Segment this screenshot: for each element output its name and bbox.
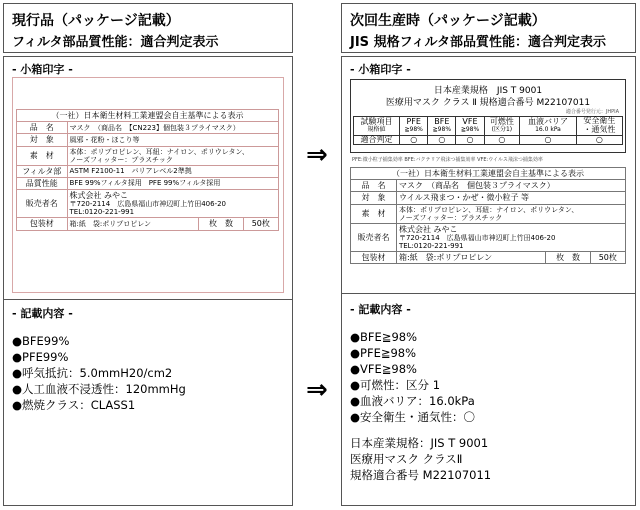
table-row: 試験項目 規格値 PFE ≧98% BFE ≧98% VFE ≧98% 可燃性 (区分1) 血液バリア 16.0 kPa 安全衛生 ・通気性 bbox=[354, 117, 623, 136]
table-row: 品 名 マスク （商品名 個包装３プライマスク） bbox=[351, 180, 626, 192]
current-label-table bbox=[16, 109, 279, 231]
list-item: ●VFE≧98% bbox=[350, 362, 417, 376]
small-box-print-title: - 小箱印字 - bbox=[12, 63, 73, 76]
table-row: 素 材 本体：ポリプロピレン、耳紐：ナイロン、ポリウレタン、 ノーズフィッター：プラスチック bbox=[351, 204, 626, 223]
next-content-list bbox=[350, 329, 475, 425]
label-header: （一社）日本衛生材料工業連盟会自主基準による表示 bbox=[17, 110, 279, 122]
arrow-icon: ⇒ bbox=[306, 140, 328, 170]
list-item: ●燃焼クラス：CLASS1 bbox=[12, 398, 136, 412]
jis-standard-box bbox=[350, 79, 626, 153]
next-product-title: 次回生産時（パッケージ記載） bbox=[350, 13, 546, 29]
section-divider bbox=[4, 299, 292, 300]
list-item: ●PFE99% bbox=[12, 350, 69, 364]
current-content-list bbox=[12, 333, 186, 413]
current-product-header bbox=[3, 3, 293, 53]
table-row: 対 象 風邪・花粉・ほこり等 bbox=[17, 134, 279, 146]
table-row: 品質性能 BFE 99%フィルタ採用 PFE 99%フィルタ採用 bbox=[17, 177, 279, 189]
current-product-panel bbox=[3, 56, 293, 506]
table-row: 適合判定 ○ ○ ○ ○ ○ ○ bbox=[354, 135, 623, 145]
table-row: 包装材 箱:紙 袋:ポリプロピレン 枚 数 50枚 bbox=[17, 218, 279, 230]
list-item: ●BFE≧98% bbox=[350, 330, 418, 344]
table-row: 素 材 本体：ポリプロピレン、耳紐：ナイロン、ポリウレタン、 ノーズフィッター：プラスチック bbox=[17, 146, 279, 165]
label-header: （一社）日本衛生材料工業連盟会自主基準による表示 bbox=[351, 168, 626, 180]
content-title: - 記載内容 - bbox=[350, 303, 411, 316]
content-title: - 記載内容 - bbox=[12, 307, 73, 320]
list-item: ●呼気抵抗：5.0mmH20/cm2 bbox=[12, 366, 173, 380]
table-row: 品 名 マスク （商品名 【CN223】個包装３プライマスク） bbox=[17, 122, 279, 134]
next-product-panel bbox=[341, 56, 636, 506]
list-item: ●BFE99% bbox=[12, 334, 70, 348]
list-item: ●安全衛生・通気性：〇 bbox=[350, 410, 476, 424]
small-box-print-title: - 小箱印字 - bbox=[350, 63, 411, 76]
table-row: 包装材 箱:紙 袋:ポリプロピレン 枚 数 50枚 bbox=[351, 251, 626, 263]
table-row: フィルタ部 ASTM F2100-11 バリアレベル2準拠 bbox=[17, 165, 279, 177]
arrow-icon: ⇒ bbox=[306, 375, 328, 405]
footer-line: 規格適合番号 M22107011 bbox=[350, 468, 492, 482]
jis-performance-table bbox=[353, 116, 623, 145]
table-row: 販売者名 株式会社 みやこ 〒720-2114 広島県福山市神辺町上竹田406-20 TEL:0120-221-991 bbox=[351, 223, 626, 251]
next-product-subtitle: JIS 規格フィルタ部品質性能：適合判定表示 bbox=[350, 35, 607, 50]
list-item: ●可燃性：区分 1 bbox=[350, 378, 441, 392]
jis-footer bbox=[350, 435, 491, 483]
footer-line: 日本産業規格：JIS T 9001 bbox=[350, 436, 489, 450]
jis-standard-line: 日本産業規格 JIS T 9001 bbox=[433, 86, 543, 96]
footer-line: 医療用マスク クラスⅡ bbox=[350, 452, 463, 466]
next-label-table bbox=[350, 167, 626, 264]
table-row: 対 象 ウイルス飛まつ・かぜ・微小粒子 等 bbox=[351, 192, 626, 204]
current-product-title: 現行品（パッケージ記載） bbox=[12, 13, 180, 29]
list-item: ●血液バリア：16.0kPa bbox=[350, 394, 475, 408]
list-item: ●PFE≧98% bbox=[350, 346, 417, 360]
section-divider bbox=[342, 293, 635, 294]
next-product-header bbox=[341, 3, 636, 53]
jis-conformity-line: 医療用マスク クラス Ⅱ 規格適合番号 M22107011 bbox=[385, 98, 591, 108]
table-row: 販売者名 株式会社 みやこ 〒720-2114 広島県福山市神辺町上竹田406-20 TEL:0120-221-991 bbox=[17, 190, 279, 218]
jis-issuer-note: 適合番号発行元：JHPIA bbox=[565, 109, 619, 115]
list-item: ●人工血液不浸透性：120mmHg bbox=[12, 382, 186, 396]
abbreviation-note: PFE:微小粒子捕集効率 BFE:バクテリア飛沫つ捕集効率 VFE:ウイルス飛沫つ捕集効率 bbox=[352, 157, 543, 163]
current-product-subtitle: フィルタ部品質性能：適合判定表示 bbox=[12, 35, 219, 50]
